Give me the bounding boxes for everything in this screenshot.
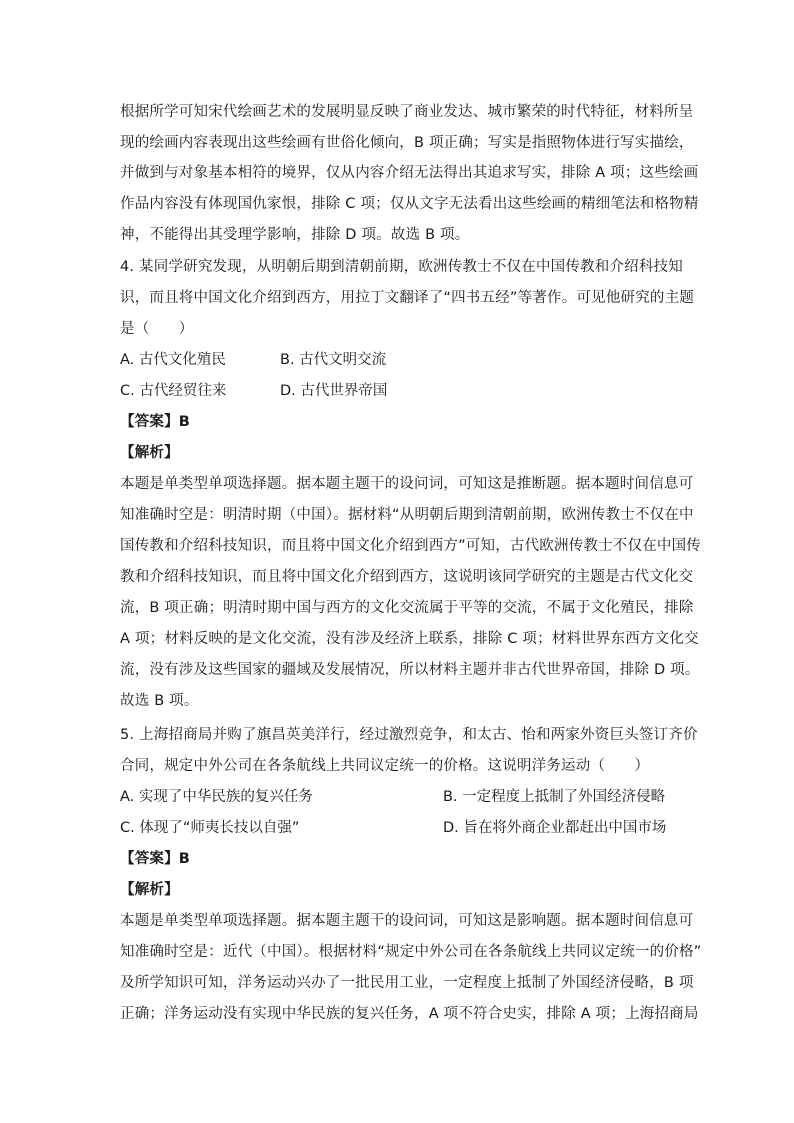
q4-stem-line: 是（ ） <box>120 321 194 337</box>
q5-analysis-line: 正确；洋务运动没有实现中华民族的复兴任务，A 项不符合史实，排除 A 项；上海招商局 <box>120 1006 699 1022</box>
prev-analysis-line: 神，不能得出其受理学影响，排除 D 项。故选 B 项。 <box>120 227 470 243</box>
q5-analysis-line: 本题是单类型单项选择题。据本题主题干的设问词，可知这是影响题。据本题时间信息可 <box>120 913 694 929</box>
q4-answer: 【答案】B <box>120 414 191 430</box>
q4-option-a: A. 古代文化殖民 <box>120 352 226 368</box>
q5-analysis-line: 知准确时空是：近代（中国）。根据材料“规定中外公司在各条航线上共同议定统一的价格” <box>120 944 702 960</box>
prev-analysis-line: 根据所学可知宋代绘画艺术的发展明显反映了商业发达、城市繁荣的时代特征，材料所呈 <box>120 104 694 120</box>
q4-stem-line: 4. 某同学研究发现，从明朝后期到清朝前期，欧洲传教士不仅在中国传教和介绍科技知 <box>120 259 683 275</box>
q4-analysis-line: 教和介绍科技知识，而且将中国文化介绍到西方，这说明该同学研究的主题是古代文化交 <box>120 569 694 585</box>
q5-stem-line: 合同，规定中外公司在各条航线上共同议定统一的价格。这说明洋务运动（ ） <box>120 758 650 774</box>
q5-option-c: C. 体现了“师夷长技以自强” <box>120 820 300 836</box>
q4-analysis-line: 知准确时空是：明清时期（中国）。据材料“从明朝后期到清朝前期，欧洲传教士不仅在中 <box>120 507 694 523</box>
q5-option-b: B. 一定程度上抵制了外国经济侵略 <box>443 789 666 805</box>
q5-answer: 【答案】B <box>120 851 191 867</box>
q4-analysis-line: 国传教和介绍科技知识，而且将中国文化介绍到西方”可知，古代欧洲传教士不仅在中国传 <box>120 538 702 554</box>
q4-option-c: C. 古代经贸往来 <box>120 383 227 399</box>
q4-analysis-line: 流，B 项正确；明清时期中国与西方的文化交流属于平等的交流，不属于文化殖民，排除 <box>120 600 694 616</box>
q4-stem-line: 识，而且将中国文化介绍到西方，用拉丁文翻译了“四书五经”等著作。可见他研究的主题 <box>120 290 695 306</box>
q4-analysis-label: 【解析】 <box>120 445 179 461</box>
q4-analysis-line: A 项；材料反映的是文化交流，没有涉及经济上联系，排除 C 项；材料世界东西方文化交 <box>120 631 699 647</box>
q5-option-a: A. 实现了中华民族的复兴任务 <box>120 789 313 805</box>
q4-analysis-line: 本题是单类型单项选择题。据本题主题干的设问词，可知这是推断题。据本题时间信息可 <box>120 476 694 492</box>
q4-analysis-line: 故选 B 项。 <box>120 693 199 709</box>
q4-option-d: D. 古代世界帝国 <box>280 383 388 399</box>
q5-stem-line: 5. 上海招商局并购了旗昌英美洋行，经过激烈竞争，和太古、怡和两家外资巨头签订齐价 <box>120 727 698 743</box>
q4-analysis-line: 流，没有涉及这些国家的疆域及发展情况，所以材料主题并非古代世界帝国，排除 D 项。 <box>120 662 700 678</box>
q5-option-d: D. 旨在将外商企业都赶出中国市场 <box>443 820 667 836</box>
q5-analysis-line: 及所学知识可知，洋务运动兴办了一批民用工业，一定程度上抵制了外国经济侵略，B 项 <box>120 975 694 991</box>
q4-option-b: B. 古代文明交流 <box>280 352 387 368</box>
prev-analysis-line: 并做到与对象基本相符的境界，仅从内容介绍无法得出其追求写实，排除 A 项；这些绘画 <box>120 165 699 181</box>
prev-analysis-line: 现的绘画内容表现出这些绘画有世俗化倾向，B 项正确；写实是指照物体进行写实描绘， <box>120 135 694 151</box>
q5-analysis-label: 【解析】 <box>120 882 179 898</box>
prev-analysis-line: 作品内容没有体现国仇家恨，排除 C 项；仅从文字无法看出这些绘画的精细笔法和格物精 <box>120 196 699 212</box>
